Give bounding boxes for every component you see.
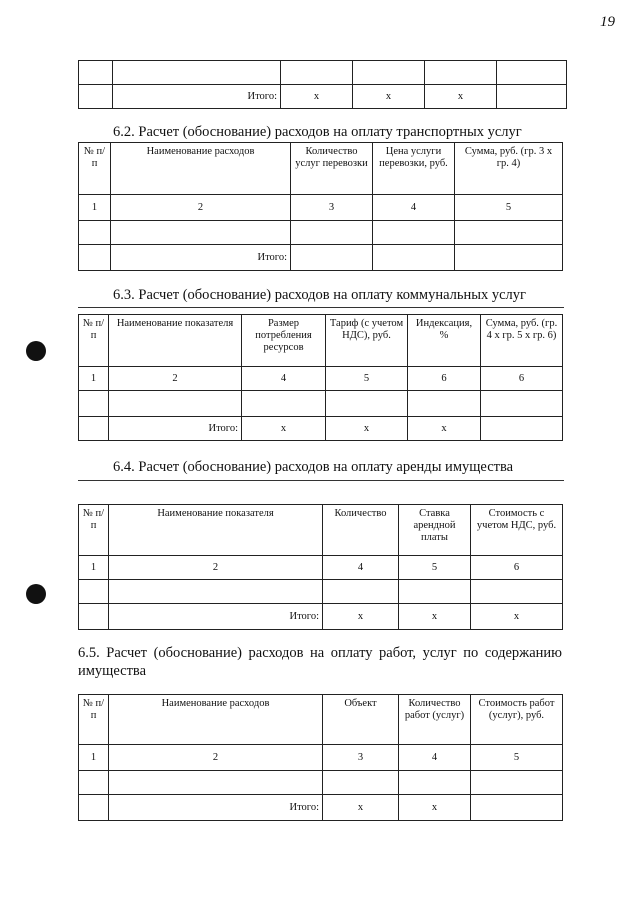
punch-hole [26, 584, 46, 604]
column-number-row: 1 2 3 4 5 [79, 745, 563, 771]
punch-hole [26, 341, 46, 361]
header-row: № п/п Наименование расходов Объект Количество работ (услуг) Стоимость работ (услуг), руб. [79, 695, 563, 745]
table-row [79, 580, 563, 604]
total-row: Итого: x x x [79, 417, 563, 441]
total-row: Итого: [79, 245, 563, 271]
page-number: 19 [600, 14, 615, 30]
total-row: Итого: x x x [79, 604, 563, 630]
section-6-4-title: 6.4. Расчет (обоснование) расходов на оплату аренды имущества [113, 459, 514, 475]
table-row [79, 221, 563, 245]
divider [78, 307, 564, 308]
header-row: № п/п Наименование расходов Количество услуг перевозки Цена услуги перевозки, руб. Сумма, руб. (гр. 3 х гр. 4) [79, 143, 563, 195]
table-6-5 [78, 694, 563, 821]
table-row [79, 61, 567, 85]
total-label: Итого: [113, 85, 281, 109]
table-row [79, 771, 563, 795]
section-6-3-title: 6.3. Расчет (обоснование) расходов на оплату коммунальных услуг [113, 287, 526, 303]
column-number-row: 1 2 3 4 5 [79, 195, 563, 221]
section-6-5-title: 6.5. Расчет (обоснование) расходов на оплату работ, услуг по содержанию имущества [78, 645, 562, 679]
divider [78, 480, 564, 481]
top-table [78, 60, 567, 109]
section-6-2-title: 6.2. Расчет (обоснование) расходов на оплату транспортных услуг [113, 124, 522, 140]
table-6-2 [78, 142, 563, 271]
total-row: Итого: x x [79, 795, 563, 821]
table-row: Итого: x x x [79, 85, 567, 109]
table-row [79, 391, 563, 417]
header-row: № п/п Наименование показателя Количество Ставка арендной платы Стоимость с учетом НДС, руб. [79, 505, 563, 556]
header-row: № п/п Наименование показателя Размер потребления ресурсов Тариф (с учетом НДС), руб. Индексация, % Сумма, руб. (гр. 4 х гр. 5 х гр. 6) [79, 315, 563, 367]
table-6-3 [78, 314, 563, 441]
table-6-4 [78, 504, 563, 630]
column-number-row: 1 2 4 5 6 6 [79, 367, 563, 391]
column-number-row: 1 2 4 5 6 [79, 556, 563, 580]
